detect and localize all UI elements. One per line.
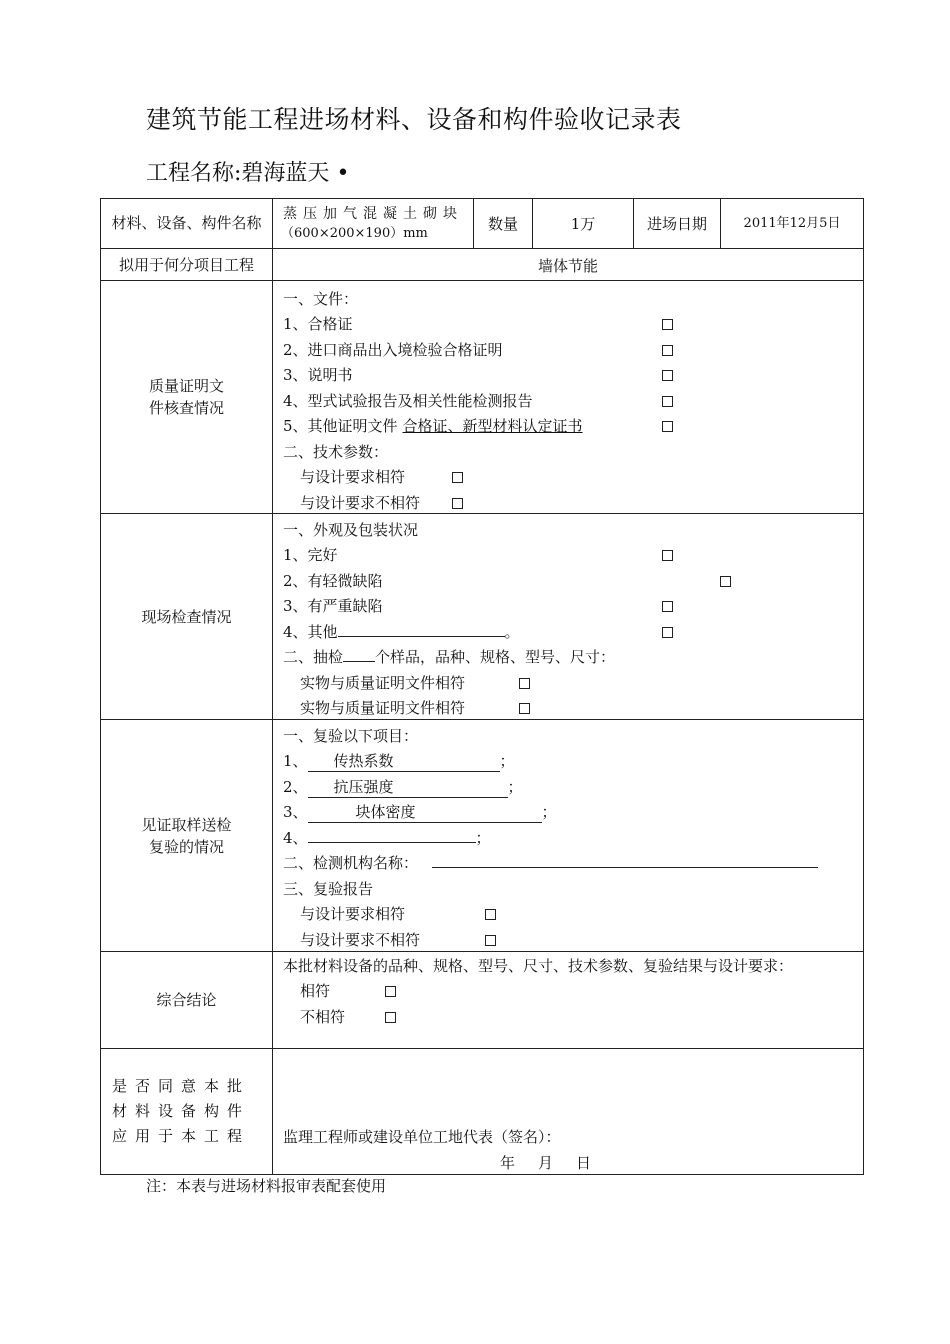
conclusion-label: 综合结论 — [101, 952, 273, 1049]
retest-item-4-num: 4、 — [283, 829, 308, 847]
sampling-desc: 个样品，品种、规格、型号、尺寸： — [375, 648, 616, 666]
approval-signer: 监理工程师或建设单位工地代表（签名）： — [283, 1128, 561, 1146]
usage-value: 墙体节能 — [273, 249, 864, 281]
usage-row — [101, 249, 864, 281]
acceptance-record-table — [100, 198, 864, 1175]
project-mark: • — [336, 161, 350, 186]
retest-item-4-end: ； — [475, 829, 491, 847]
retest-agency-line — [283, 853, 818, 873]
site-other-label: 4、其他 — [283, 623, 338, 641]
site-label: 现场检查情况 — [101, 514, 273, 720]
site-line-sampling — [283, 647, 615, 667]
quality-line-manual: 3、说明书 — [283, 366, 353, 384]
material-name: 蒸压加气混凝土砌块 — [283, 205, 463, 222]
retest-label-2: 复验的情况 — [148, 837, 224, 856]
quality-line-certificate: 1、合格证 — [283, 315, 353, 333]
checkbox-manual[interactable] — [662, 370, 673, 381]
quality-line-files: 一、文件： — [283, 290, 359, 308]
retest-agency-label: 二、检测机构名称： — [283, 854, 419, 872]
material-label-cell — [101, 199, 273, 249]
quality-line-test-report: 4、型式试验报告及相关性能检测报告 — [283, 392, 533, 410]
retest-item-2-value: 抗压强度 — [308, 777, 508, 798]
checkbox-serious-defect[interactable] — [662, 601, 673, 612]
checkbox-minor-defect[interactable] — [720, 576, 731, 587]
retest-report: 三、复验报告 — [283, 880, 374, 898]
retest-item-3-end: ； — [541, 803, 557, 821]
retest-item-4 — [283, 828, 491, 848]
material-size: （600×200×190）mm — [281, 225, 428, 241]
checkbox-other-docs[interactable] — [662, 421, 673, 432]
approval-label-2: 材料设备构件 — [112, 1102, 251, 1120]
checkbox-import-proof[interactable] — [662, 345, 673, 356]
conclusion-content — [273, 952, 864, 1049]
project-name: 碧海蓝天 — [241, 161, 330, 186]
site-row — [101, 514, 864, 720]
retest-label-1: 见证取样送检 — [141, 815, 232, 834]
project-label: 工程名称: — [146, 161, 242, 186]
quality-line-other — [283, 416, 597, 436]
checkbox-sample-match-1[interactable] — [519, 678, 530, 689]
approval-content — [273, 1049, 864, 1175]
approval-label-1: 是否同意本批 — [112, 1077, 251, 1095]
site-line-serious: 3、有严重缺陷 — [283, 597, 383, 615]
approval-date: 年 月 日 — [500, 1154, 596, 1172]
conclusion-text: 本批材料设备的品种、规格、型号、尺寸、技术参数、复验结果与设计要求： — [283, 957, 794, 975]
checkbox-intact[interactable] — [662, 550, 673, 561]
checkbox-conclusion-nomatch[interactable] — [385, 1012, 396, 1023]
checkbox-certificate[interactable] — [662, 319, 673, 330]
quality-line-match: 与设计要求相符 — [300, 468, 406, 486]
quality-line-tech-params: 二、技术参数： — [283, 443, 389, 461]
sampling-label: 二、抽检 — [283, 648, 344, 666]
site-other-blank[interactable] — [338, 622, 505, 637]
retest-item-2 — [283, 777, 523, 798]
header-row — [101, 199, 864, 249]
retest-item-3-num: 3、 — [283, 803, 308, 821]
quantity-value: 1万 — [533, 199, 634, 249]
page-title: 建筑节能工程进场材料、设备和构件验收记录表 — [146, 105, 682, 134]
checkbox-tech-nomatch[interactable] — [452, 498, 463, 509]
quality-label-cell — [101, 281, 273, 514]
quality-line-nomatch: 与设计要求不相符 — [300, 494, 421, 512]
conclusion-match-line: 相符 — [300, 982, 331, 1000]
approval-label-3: 应用于本工程 — [112, 1127, 251, 1145]
retest-nomatch-line: 与设计要求不相符 — [300, 931, 421, 949]
site-line-intact: 1、完好 — [283, 546, 338, 564]
retest-label-cell — [101, 720, 273, 952]
retest-item-3 — [283, 802, 557, 823]
checkbox-retest-nomatch[interactable] — [485, 935, 496, 946]
retest-content — [273, 720, 864, 952]
site-line-match-2: 实物与质量证明文件相符 — [300, 699, 466, 717]
site-line-minor: 2、有轻微缺陷 — [283, 572, 383, 590]
retest-item-4-value[interactable] — [308, 828, 476, 843]
retest-item-1-num: 1、 — [283, 752, 308, 770]
retest-agency-blank[interactable] — [432, 853, 818, 868]
footer-note: 注：本表与进场材料报审表配套使用 — [146, 1177, 387, 1195]
checkbox-tech-match[interactable] — [452, 472, 463, 483]
conclusion-nomatch-line: 不相符 — [300, 1008, 346, 1026]
project-name-line — [146, 156, 349, 187]
site-line-match-1: 实物与质量证明文件相符 — [300, 674, 466, 692]
usage-label: 拟用于何分项目工程 — [101, 249, 273, 281]
retest-item-2-num: 2、 — [283, 778, 308, 796]
approval-label-cell — [101, 1049, 273, 1175]
site-line-appearance: 一、外观及包装状况 — [283, 521, 419, 539]
checkbox-site-other[interactable] — [662, 627, 673, 638]
quality-line-import: 2、进口商品出入境检验合格证明 — [283, 341, 503, 359]
quality-label-2: 件核查情况 — [148, 399, 224, 417]
other-docs-value: 合格证、新型材料认定证书 — [402, 417, 583, 435]
retest-item-1-end: ； — [499, 752, 515, 770]
approval-row — [101, 1049, 864, 1175]
quantity-label: 数量 — [474, 199, 533, 249]
checkbox-test-report[interactable] — [662, 396, 673, 407]
material-name-cell — [273, 199, 474, 249]
retest-match-line: 与设计要求相符 — [300, 905, 406, 923]
material-label: 材料、设备、构件名称 — [111, 214, 262, 232]
retest-row — [101, 720, 864, 952]
checkbox-retest-match[interactable] — [485, 909, 496, 920]
date-label: 进场日期 — [634, 199, 721, 249]
checkbox-conclusion-match[interactable] — [385, 986, 396, 997]
retest-item-3-value: 块体密度 — [308, 802, 542, 823]
other-docs-label: 5、其他证明文件 — [283, 417, 398, 435]
quality-content — [273, 281, 864, 514]
quality-label-1: 质量证明文 — [148, 377, 224, 395]
conclusion-row — [101, 952, 864, 1049]
retest-header: 一、复验以下项目： — [283, 727, 419, 745]
site-content — [273, 514, 864, 720]
retest-item-2-end: ； — [507, 778, 523, 796]
site-line-other: 4、其他 。 — [283, 623, 520, 641]
quality-row — [101, 281, 864, 514]
retest-item-1-value: 传热系数 — [308, 751, 500, 772]
checkbox-sample-match-2[interactable] — [519, 703, 530, 714]
date-value: 2011年12月5日 — [721, 199, 864, 249]
retest-item-1 — [283, 751, 515, 772]
sampling-count-blank[interactable] — [343, 647, 375, 662]
